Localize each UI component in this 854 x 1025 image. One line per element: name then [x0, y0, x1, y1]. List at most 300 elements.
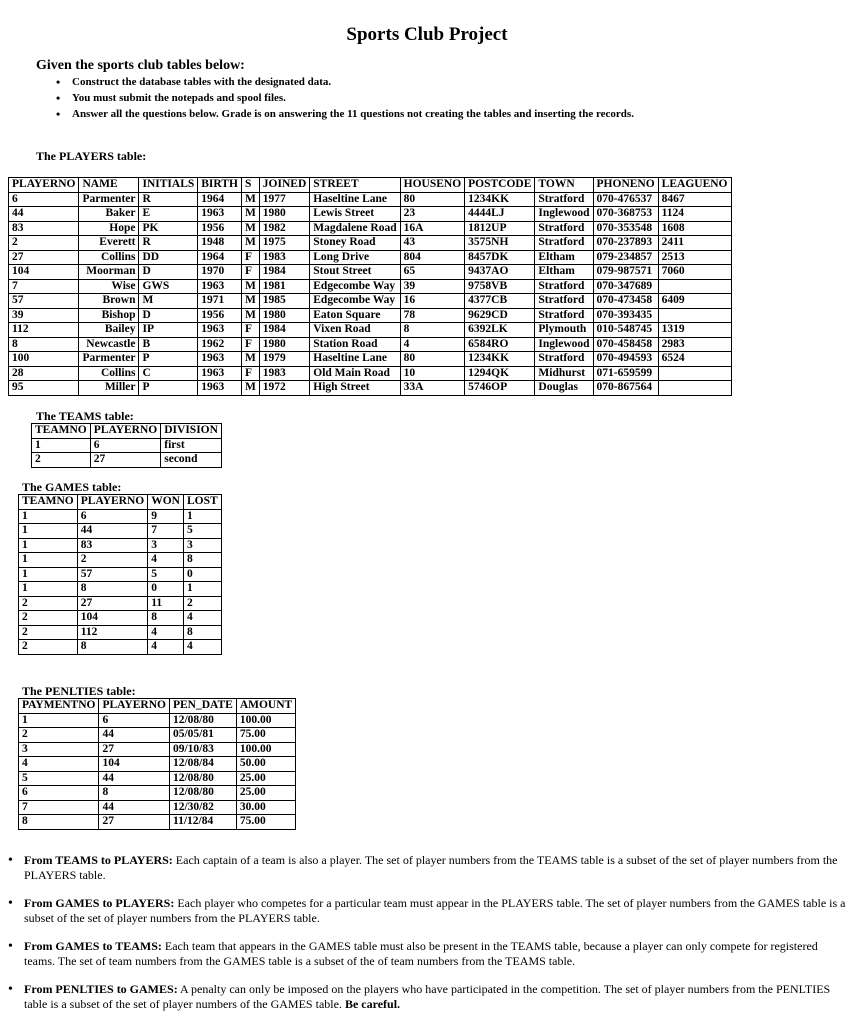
table-cell: High Street: [310, 381, 400, 396]
table-cell: 1981: [259, 279, 309, 294]
table-cell: F: [241, 337, 259, 352]
table-cell: 6: [9, 192, 79, 207]
table-cell: 1975: [259, 236, 309, 251]
table-cell: 8: [183, 553, 221, 568]
table-row: [32, 438, 222, 453]
intro-item: • Construct the database tables with the designated data.: [56, 74, 634, 90]
table-cell: 4: [148, 553, 184, 568]
column-header: JOINED: [259, 178, 309, 193]
table-row: [19, 582, 222, 597]
table-row: [9, 236, 732, 251]
table-row: [19, 538, 222, 553]
table-row: [9, 337, 732, 352]
games-caption: The GAMES table:: [22, 480, 122, 494]
table-cell: Eltham: [535, 250, 593, 265]
table-cell: 1977: [259, 192, 309, 207]
table-cell: 0: [148, 582, 184, 597]
table-cell: Vixen Road: [310, 323, 400, 338]
penalties-header-row: [19, 699, 296, 714]
table-cell: [658, 308, 731, 323]
table-cell: 10: [400, 366, 465, 381]
table-cell: M: [241, 221, 259, 236]
table-cell: Eltham: [535, 265, 593, 280]
intro-heading: Given the sports club tables below:: [36, 58, 245, 73]
table-cell: 1983: [259, 366, 309, 381]
table-cell: Moorman: [79, 265, 139, 280]
table-cell: 4: [148, 640, 184, 655]
table-row: [9, 279, 732, 294]
table-cell: 6: [77, 509, 147, 524]
table-cell: 50.00: [236, 757, 295, 772]
table-cell: 8: [77, 640, 147, 655]
games-header-row: [19, 495, 222, 510]
table-cell: Hope: [79, 221, 139, 236]
table-cell: Collins: [79, 366, 139, 381]
table-cell: 6392LK: [465, 323, 535, 338]
column-header: PHONENO: [593, 178, 658, 193]
table-cell: 8: [99, 786, 169, 801]
table-cell: 9: [148, 509, 184, 524]
table-row: [9, 352, 732, 367]
table-cell: 1948: [198, 236, 242, 251]
table-row: [19, 625, 222, 640]
table-row: [19, 553, 222, 568]
table-cell: 33A: [400, 381, 465, 396]
table-cell: Parmenter: [79, 192, 139, 207]
column-header: DIVISION: [161, 424, 222, 439]
table-cell: Inglewood: [535, 337, 593, 352]
players-table: [8, 177, 732, 396]
table-row: [19, 611, 222, 626]
table-cell: Edgecombe Way: [310, 294, 400, 309]
table-cell: 079-987571: [593, 265, 658, 280]
table-cell: 83: [9, 221, 79, 236]
intro-list: [56, 74, 634, 122]
note-item: • From PENLTIES to GAMES: A penalty can only be imposed on the players who have participated in the competition. The set of player numbers from the PENLTIES table is a subset of the set of player numbers of the GAMES table. Be careful.: [6, 982, 848, 1012]
table-cell: 100.00: [236, 742, 295, 757]
table-row: [9, 192, 732, 207]
column-header: PLAYERNO: [90, 424, 160, 439]
table-cell: 1: [19, 524, 78, 539]
table-cell: 1985: [259, 294, 309, 309]
column-header: LEAGUENO: [658, 178, 731, 193]
table-cell: C: [139, 366, 198, 381]
table-cell: 5: [148, 567, 184, 582]
table-cell: M: [241, 236, 259, 251]
table-cell: B: [139, 337, 198, 352]
table-cell: 2: [19, 640, 78, 655]
table-cell: Wise: [79, 279, 139, 294]
table-cell: 1: [32, 438, 91, 453]
column-header: HOUSENO: [400, 178, 465, 193]
table-cell: 30.00: [236, 800, 295, 815]
table-cell: 6584RO: [465, 337, 535, 352]
table-cell: 1: [19, 509, 78, 524]
table-cell: 070-494593: [593, 352, 658, 367]
table-cell: 1124: [658, 207, 731, 222]
notes-list: [6, 853, 848, 1025]
penalties-table: [18, 698, 296, 830]
table-cell: Brown: [79, 294, 139, 309]
table-cell: 1963: [198, 207, 242, 222]
table-row: [19, 800, 296, 815]
table-cell: 1980: [259, 308, 309, 323]
table-row: [19, 567, 222, 582]
table-cell: 1982: [259, 221, 309, 236]
table-cell: [658, 366, 731, 381]
table-cell: IP: [139, 323, 198, 338]
table-cell: 4: [19, 757, 99, 772]
table-cell: 1234KK: [465, 352, 535, 367]
table-cell: GWS: [139, 279, 198, 294]
table-cell: 2: [9, 236, 79, 251]
table-cell: 1319: [658, 323, 731, 338]
table-cell: Bailey: [79, 323, 139, 338]
table-cell: 2: [183, 596, 221, 611]
table-cell: M: [241, 207, 259, 222]
table-cell: Stoney Road: [310, 236, 400, 251]
table-cell: Eaton Square: [310, 308, 400, 323]
table-cell: 44: [99, 728, 169, 743]
table-cell: 27: [99, 815, 169, 830]
table-cell: 3: [19, 742, 99, 757]
table-cell: 80: [400, 192, 465, 207]
table-cell: Station Road: [310, 337, 400, 352]
column-header: PEN_DATE: [169, 699, 236, 714]
table-cell: Douglas: [535, 381, 593, 396]
table-cell: 78: [400, 308, 465, 323]
table-cell: DD: [139, 250, 198, 265]
table-cell: 7060: [658, 265, 731, 280]
table-cell: 8: [148, 611, 184, 626]
table-cell: 5: [19, 771, 99, 786]
table-row: [19, 596, 222, 611]
table-cell: Stratford: [535, 236, 593, 251]
table-cell: 070-237893: [593, 236, 658, 251]
table-cell: 4444LJ: [465, 207, 535, 222]
table-cell: 27: [90, 453, 160, 468]
table-cell: 070-473458: [593, 294, 658, 309]
table-cell: M: [139, 294, 198, 309]
table-cell: 1984: [259, 265, 309, 280]
table-cell: Collins: [79, 250, 139, 265]
table-cell: 8: [400, 323, 465, 338]
table-cell: 079-234857: [593, 250, 658, 265]
table-row: [9, 221, 732, 236]
column-header: AMOUNT: [236, 699, 295, 714]
table-cell: 1: [19, 567, 78, 582]
table-row: [9, 250, 732, 265]
note-item: • From GAMES to PLAYERS: Each player who competes for a particular team must appear in the PLAYERS table. The set of player numbers from the GAMES table is a subset of the set of player numbers from the PLAYERS table.: [6, 896, 848, 926]
table-cell: 43: [400, 236, 465, 251]
table-cell: R: [139, 192, 198, 207]
table-cell: 1234KK: [465, 192, 535, 207]
games-table: [18, 494, 222, 655]
table-cell: 25.00: [236, 771, 295, 786]
table-cell: [658, 279, 731, 294]
table-cell: [658, 381, 731, 396]
table-cell: 2411: [658, 236, 731, 251]
table-cell: Stratford: [535, 294, 593, 309]
table-cell: first: [161, 438, 222, 453]
table-cell: 16: [400, 294, 465, 309]
table-cell: 1963: [198, 366, 242, 381]
table-cell: 9629CD: [465, 308, 535, 323]
table-cell: 1963: [198, 352, 242, 367]
table-cell: Long Drive: [310, 250, 400, 265]
column-header: PLAYERNO: [99, 699, 169, 714]
table-cell: PK: [139, 221, 198, 236]
table-cell: 2513: [658, 250, 731, 265]
table-cell: 4: [183, 611, 221, 626]
table-cell: 070-393435: [593, 308, 658, 323]
table-cell: Bishop: [79, 308, 139, 323]
table-cell: 1971: [198, 294, 242, 309]
column-header: STREET: [310, 178, 400, 193]
note-item: • From GAMES to TEAMS: Each team that appears in the GAMES table must also be present in the TEAMS table, because a player can only compete for registered teams. The set of team numbers from the GAMES table is a subset of the of team numbers from the TEAMS table.: [6, 939, 848, 969]
table-cell: M: [241, 352, 259, 367]
table-cell: P: [139, 381, 198, 396]
table-row: [19, 742, 296, 757]
table-cell: 1608: [658, 221, 731, 236]
table-cell: 8: [77, 582, 147, 597]
table-cell: 4: [400, 337, 465, 352]
table-cell: 12/08/84: [169, 757, 236, 772]
table-row: [9, 323, 732, 338]
table-cell: 57: [77, 567, 147, 582]
table-cell: 2: [19, 596, 78, 611]
table-cell: 2: [19, 728, 99, 743]
table-cell: 1962: [198, 337, 242, 352]
table-cell: Inglewood: [535, 207, 593, 222]
table-cell: 104: [99, 757, 169, 772]
column-header: BIRTH: [198, 178, 242, 193]
table-cell: M: [241, 308, 259, 323]
table-cell: 7: [148, 524, 184, 539]
table-row: [19, 757, 296, 772]
column-header: PLAYERNO: [9, 178, 79, 193]
page-title: Sports Club Project: [346, 24, 508, 45]
table-cell: R: [139, 236, 198, 251]
table-cell: D: [139, 308, 198, 323]
table-cell: 8457DK: [465, 250, 535, 265]
table-cell: Parmenter: [79, 352, 139, 367]
table-row: [9, 366, 732, 381]
table-cell: 0: [183, 567, 221, 582]
table-cell: 6: [19, 786, 99, 801]
table-cell: E: [139, 207, 198, 222]
table-cell: Everett: [79, 236, 139, 251]
table-row: [19, 524, 222, 539]
table-cell: 4: [183, 640, 221, 655]
table-cell: 28: [9, 366, 79, 381]
table-cell: 16A: [400, 221, 465, 236]
table-cell: 11: [148, 596, 184, 611]
table-cell: 5: [183, 524, 221, 539]
table-cell: F: [241, 250, 259, 265]
table-cell: 1: [183, 582, 221, 597]
table-cell: 2: [19, 625, 78, 640]
table-cell: 44: [9, 207, 79, 222]
table-row: [19, 509, 222, 524]
column-header: S: [241, 178, 259, 193]
table-row: [9, 207, 732, 222]
table-cell: 12/08/80: [169, 786, 236, 801]
table-cell: 11/12/84: [169, 815, 236, 830]
column-header: TEAMNO: [19, 495, 78, 510]
column-header: POSTCODE: [465, 178, 535, 193]
table-cell: 1: [19, 538, 78, 553]
table-cell: 44: [77, 524, 147, 539]
table-cell: 12/30/82: [169, 800, 236, 815]
column-header: LOST: [183, 495, 221, 510]
table-cell: 100: [9, 352, 79, 367]
players-header-row: [9, 178, 732, 193]
table-cell: M: [241, 279, 259, 294]
note-item: • From TEAMS to PLAYERS: Each captain of a team is also a player. The set of player numbers from the TEAMS table is a subset of the set of player numbers from the PLAYERS table.: [6, 853, 848, 883]
table-cell: F: [241, 366, 259, 381]
table-cell: 2: [32, 453, 91, 468]
table-cell: Old Main Road: [310, 366, 400, 381]
table-row: [19, 786, 296, 801]
table-cell: 6: [99, 713, 169, 728]
table-cell: 112: [77, 625, 147, 640]
table-cell: 8: [19, 815, 99, 830]
table-cell: Plymouth: [535, 323, 593, 338]
table-cell: 12/08/80: [169, 771, 236, 786]
table-cell: 1970: [198, 265, 242, 280]
table-row: [19, 713, 296, 728]
table-cell: 6: [90, 438, 160, 453]
table-cell: 100.00: [236, 713, 295, 728]
table-cell: Magdalene Road: [310, 221, 400, 236]
teams-header-row: [32, 424, 222, 439]
table-cell: Baker: [79, 207, 139, 222]
table-cell: 070-368753: [593, 207, 658, 222]
table-cell: Miller: [79, 381, 139, 396]
table-cell: 8467: [658, 192, 731, 207]
table-cell: 104: [77, 611, 147, 626]
table-cell: 3: [148, 538, 184, 553]
table-cell: 2: [19, 611, 78, 626]
table-cell: Stratford: [535, 192, 593, 207]
table-cell: P: [139, 352, 198, 367]
table-cell: 83: [77, 538, 147, 553]
table-cell: Lewis Street: [310, 207, 400, 222]
table-cell: Stratford: [535, 221, 593, 236]
table-cell: 44: [99, 771, 169, 786]
table-cell: 39: [9, 308, 79, 323]
table-cell: 7: [9, 279, 79, 294]
table-cell: 1812UP: [465, 221, 535, 236]
table-cell: Stratford: [535, 308, 593, 323]
table-cell: 1979: [259, 352, 309, 367]
table-cell: 6409: [658, 294, 731, 309]
table-cell: 1972: [259, 381, 309, 396]
table-cell: 27: [9, 250, 79, 265]
table-row: [19, 728, 296, 743]
column-header: TEAMNO: [32, 424, 91, 439]
table-cell: 6524: [658, 352, 731, 367]
table-cell: Stout Street: [310, 265, 400, 280]
table-cell: 1: [19, 582, 78, 597]
table-cell: M: [241, 192, 259, 207]
column-header: PLAYERNO: [77, 495, 147, 510]
table-cell: Stratford: [535, 279, 593, 294]
column-header: PAYMENTNO: [19, 699, 99, 714]
table-cell: 80: [400, 352, 465, 367]
penalties-caption: The PENLTIES table:: [22, 684, 136, 698]
intro-item: • Answer all the questions below. Grade is on answering the 11 questions not creating the tables and inserting the records.: [56, 106, 634, 122]
table-cell: F: [241, 265, 259, 280]
table-cell: 1963: [198, 279, 242, 294]
table-cell: Midhurst: [535, 366, 593, 381]
table-cell: Stratford: [535, 352, 593, 367]
table-cell: 95: [9, 381, 79, 396]
table-cell: 65: [400, 265, 465, 280]
table-cell: 3: [183, 538, 221, 553]
table-row: [9, 381, 732, 396]
table-cell: 25.00: [236, 786, 295, 801]
table-cell: second: [161, 453, 222, 468]
table-cell: 23: [400, 207, 465, 222]
table-cell: 112: [9, 323, 79, 338]
table-cell: 1964: [198, 192, 242, 207]
table-cell: 070-458458: [593, 337, 658, 352]
table-cell: 1: [19, 713, 99, 728]
table-cell: 39: [400, 279, 465, 294]
table-cell: Haseltine Lane: [310, 352, 400, 367]
table-cell: 1984: [259, 323, 309, 338]
table-cell: 010-548745: [593, 323, 658, 338]
table-cell: 75.00: [236, 728, 295, 743]
table-cell: 1963: [198, 323, 242, 338]
table-cell: 05/05/81: [169, 728, 236, 743]
table-cell: 8: [183, 625, 221, 640]
table-cell: 071-659599: [593, 366, 658, 381]
column-header: TOWN: [535, 178, 593, 193]
table-cell: 57: [9, 294, 79, 309]
table-row: [9, 265, 732, 280]
table-cell: 27: [77, 596, 147, 611]
table-cell: 3575NH: [465, 236, 535, 251]
table-row: [9, 308, 732, 323]
table-cell: 1956: [198, 221, 242, 236]
table-cell: 1: [183, 509, 221, 524]
table-cell: 2: [77, 553, 147, 568]
table-row: [32, 453, 222, 468]
teams-table: [31, 423, 222, 468]
table-cell: 12/08/80: [169, 713, 236, 728]
table-row: [19, 640, 222, 655]
table-cell: 4: [148, 625, 184, 640]
table-cell: 104: [9, 265, 79, 280]
table-cell: 7: [19, 800, 99, 815]
table-cell: 44: [99, 800, 169, 815]
table-cell: 9437AO: [465, 265, 535, 280]
table-cell: 1980: [259, 207, 309, 222]
teams-caption: The TEAMS table:: [36, 409, 134, 423]
table-cell: 804: [400, 250, 465, 265]
table-cell: 070-353548: [593, 221, 658, 236]
table-cell: Edgecombe Way: [310, 279, 400, 294]
table-cell: Haseltine Lane: [310, 192, 400, 207]
intro-item: • You must submit the notepads and spool files.: [56, 90, 634, 106]
column-header: WON: [148, 495, 184, 510]
table-row: [9, 294, 732, 309]
table-cell: M: [241, 381, 259, 396]
table-cell: 75.00: [236, 815, 295, 830]
